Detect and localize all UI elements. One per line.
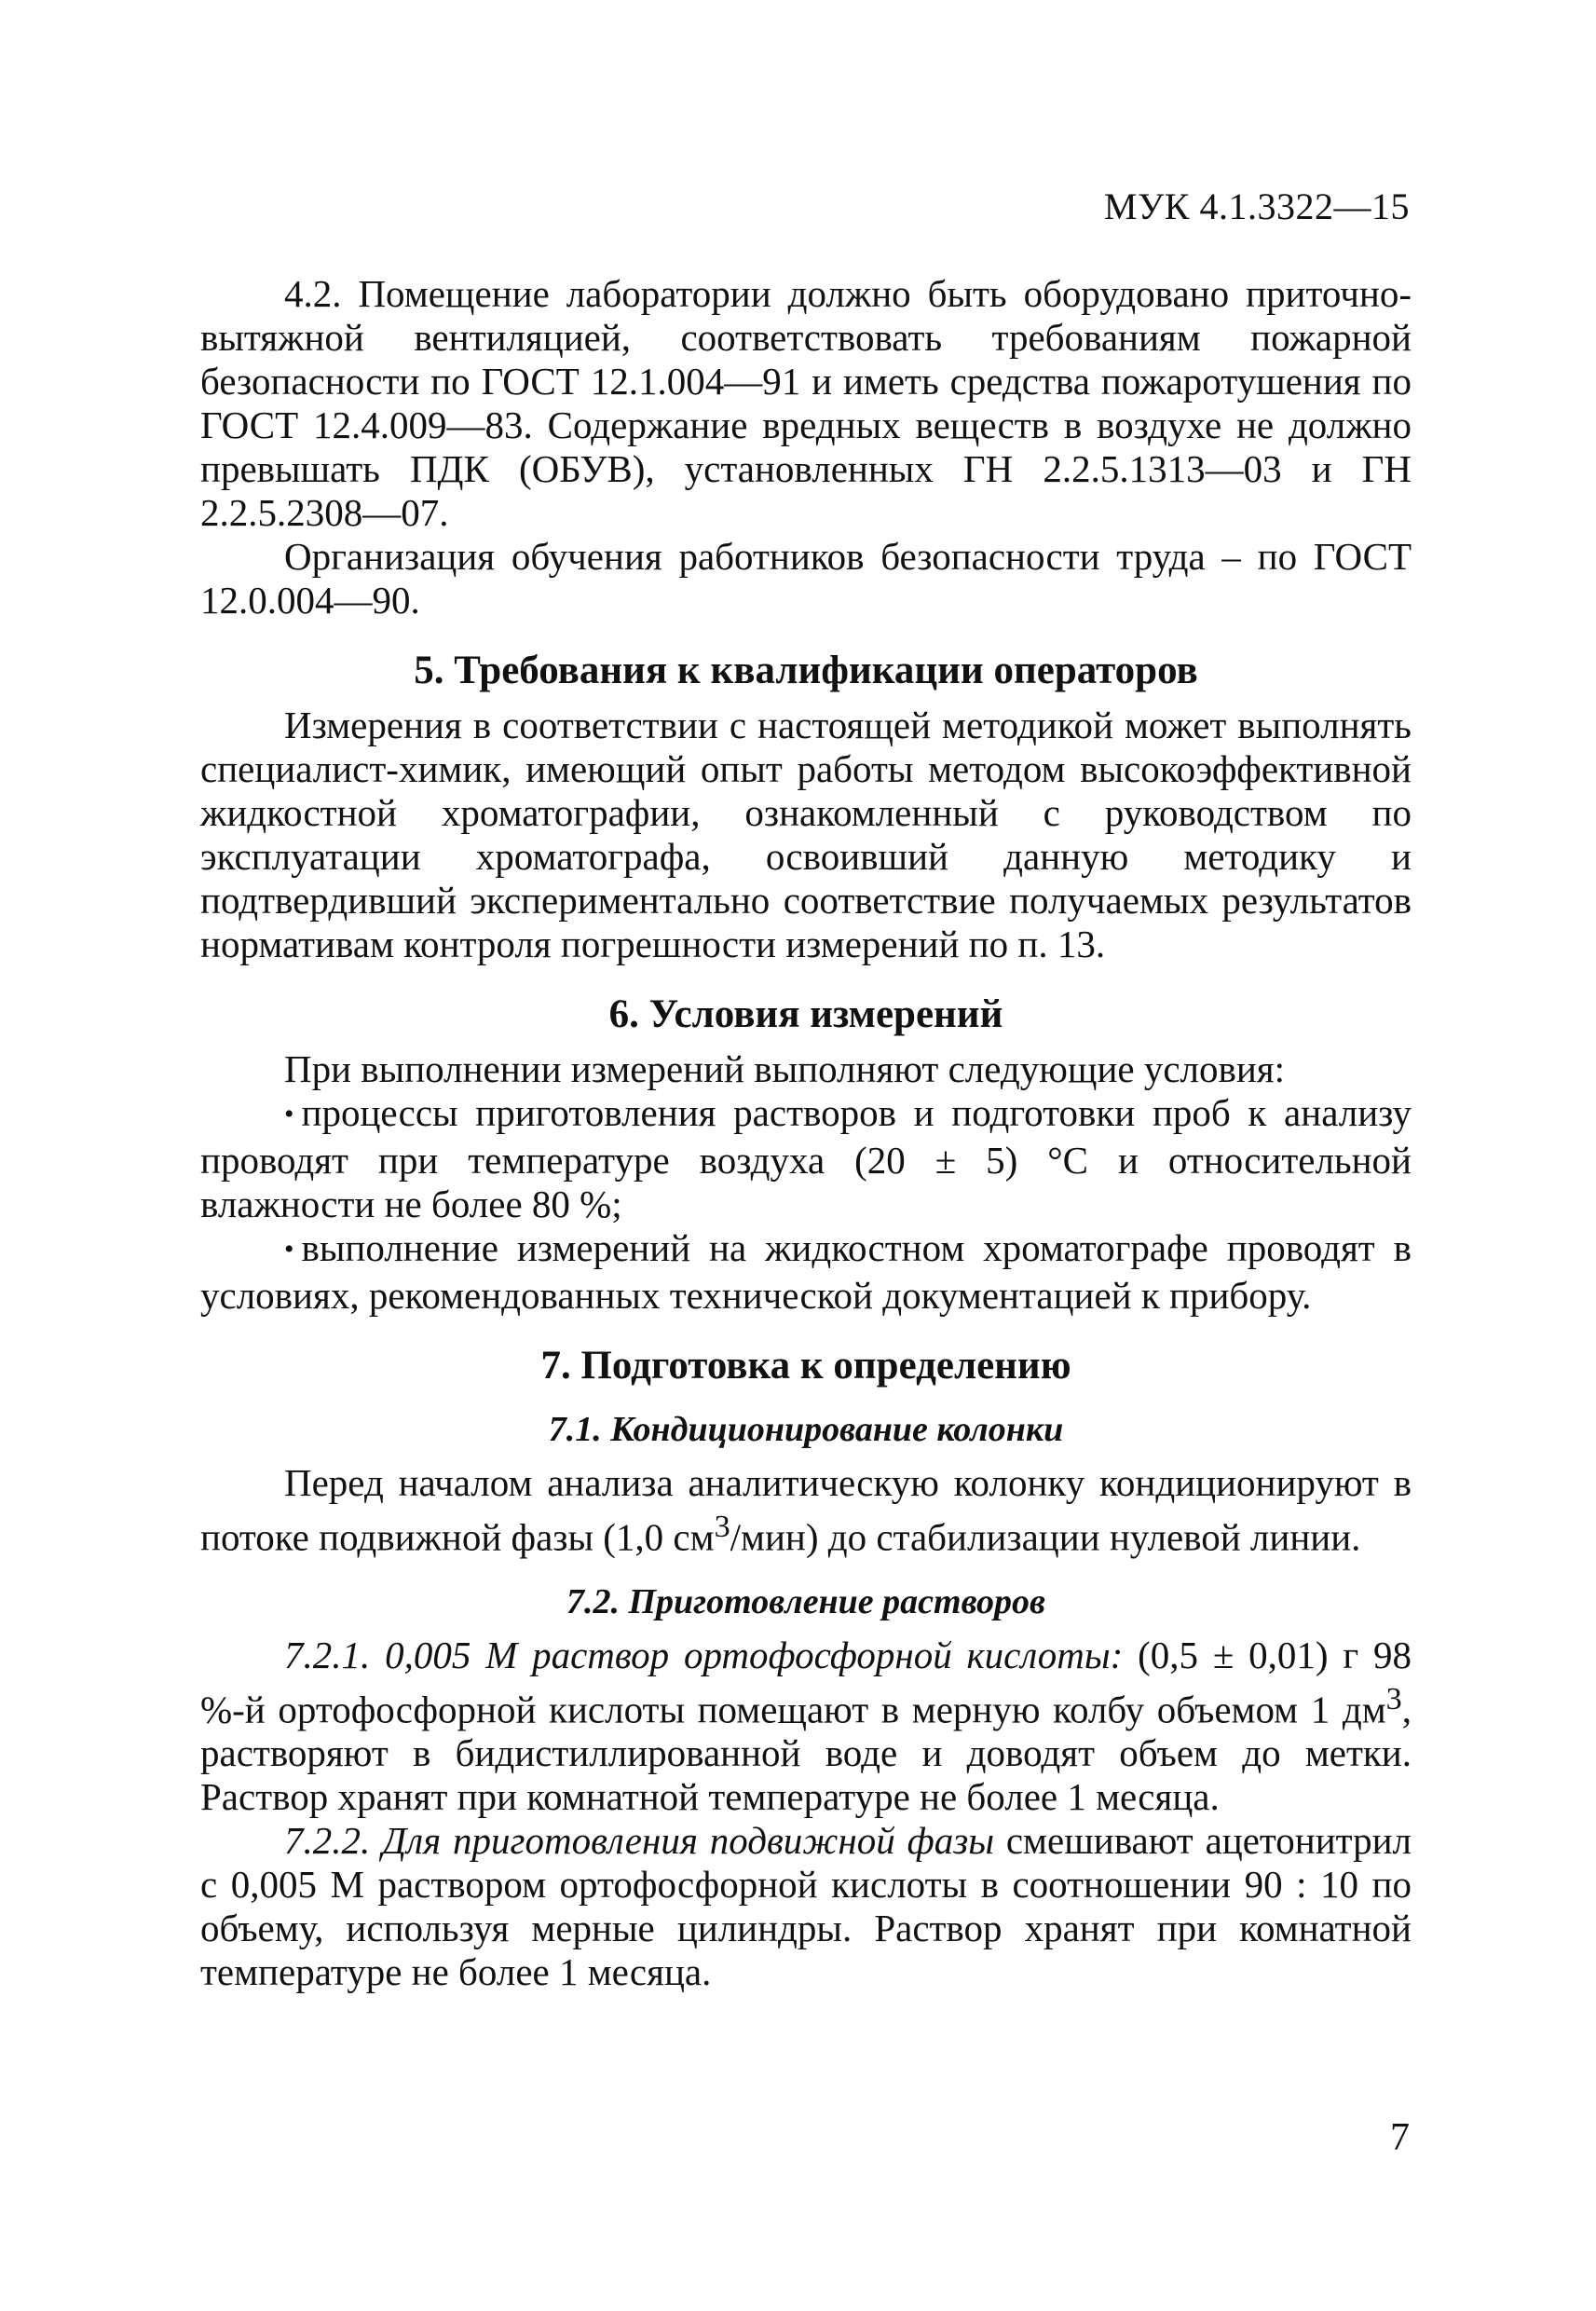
bullet-1-text: процессы приготовления растворов и подготовки проб к анализу проводят при температуре воздуха (20 ± 5) °С и относительной влажности не более 80 %; — [200, 1091, 1412, 1225]
item-7-2-2-label: 7.2.2. Для приготовления подвижной фазы — [284, 1819, 994, 1863]
item-7-2-1-label: 7.2.1. 0,005 М раствор ортофосфорной кислоты: — [284, 1633, 1124, 1676]
bullet-icon: • — [284, 1234, 294, 1265]
page-number: 7 — [1390, 2116, 1410, 2159]
text-segment: смешивают ацетонитрил с 0,005 М раствором ортофосфорной кислоты в соотношении 90 : 10 по объему, используя мерные цилиндры. Раствор хранят при комнатной температуре не более 1 месяца. — [200, 1819, 1412, 1994]
subsection-7-1-title: 7.1. Кондиционирование колонки — [548, 1410, 1064, 1449]
bullet-icon: • — [284, 1099, 294, 1129]
document-body — [200, 272, 1412, 1994]
text-segment: /мин) до стабилизации нулевой линии. — [730, 1515, 1361, 1559]
paragraph-4-2-training: Организация обучения работников безопасности труда – по ГОСТ 12.0.004—90. — [200, 535, 1412, 622]
subsection-7-2-title: 7.2. Приготовление растворов — [566, 1581, 1046, 1621]
subsection-7-1-text — [200, 1461, 1412, 1560]
subsection-7-2-2-text — [200, 1819, 1412, 1994]
superscript: 3 — [714, 1510, 730, 1544]
section-7-title: 7. Подготовка к определению — [540, 1344, 1071, 1388]
section-6-bullet-1 — [200, 1091, 1412, 1226]
subsection-7-2-1-text — [200, 1634, 1412, 1820]
section-6-intro: При выполнении измерений выполняют следующие условия: — [284, 1047, 1286, 1090]
text-segment: (0,5 ± 0,01) г 98 %-й ортофосфорной кислоты помещают в мерную колбу объемом 1 дм — [200, 1633, 1412, 1731]
superscript: 3 — [1385, 1681, 1402, 1716]
paragraph-4-2: 4.2. Помещение лаборатории должно быть оборудовано приточно-вытяжной вентиляцией, соответствовать требованиям пожарной безопасности по ГОСТ 12.1.004—91 и иметь средства пожаротушения по ГОСТ 12.4.009—83. Содержание вредных веществ в воздухе не должно превышать ПДК (ОБУВ), установленных ГН 2.2.5.1313—03 и ГН 2.2.5.2308—07. — [200, 272, 1412, 534]
text-segment: , растворяют в бидистиллированной воде и доводят объем до метки. Раствор хранят при комнатной температуре не более 1 месяца. — [200, 1688, 1412, 1819]
section-5-text: Измерения в соответствии с настоящей методикой может выполнять специалист-химик, имеющий опыт работы методом высокоэффективной жидкостной хроматографии, ознакомленный с руководством по эксплуатации хроматографа, освоивший данную методику и подтвердивший экспериментально соответствие получаемых результатов нормативам контроля погрешности измерений по п. 13. — [200, 704, 1412, 965]
section-5-title: 5. Требования к квалификации операторов — [414, 649, 1198, 692]
text-segment: Перед началом анализа аналитическую колонку кондиционируют в потоке подвижной фазы (1,0 см — [200, 1461, 1412, 1559]
bullet-2-text: выполнение измерений на жидкостном хроматографе проводят в условиях, рекомендованных технической документацией к прибору. — [200, 1226, 1412, 1317]
section-6-bullet-2 — [200, 1226, 1412, 1318]
document-code-header: МУК 4.1.3322—15 — [1103, 185, 1410, 227]
section-6-title: 6. Условия измерений — [608, 992, 1003, 1036]
